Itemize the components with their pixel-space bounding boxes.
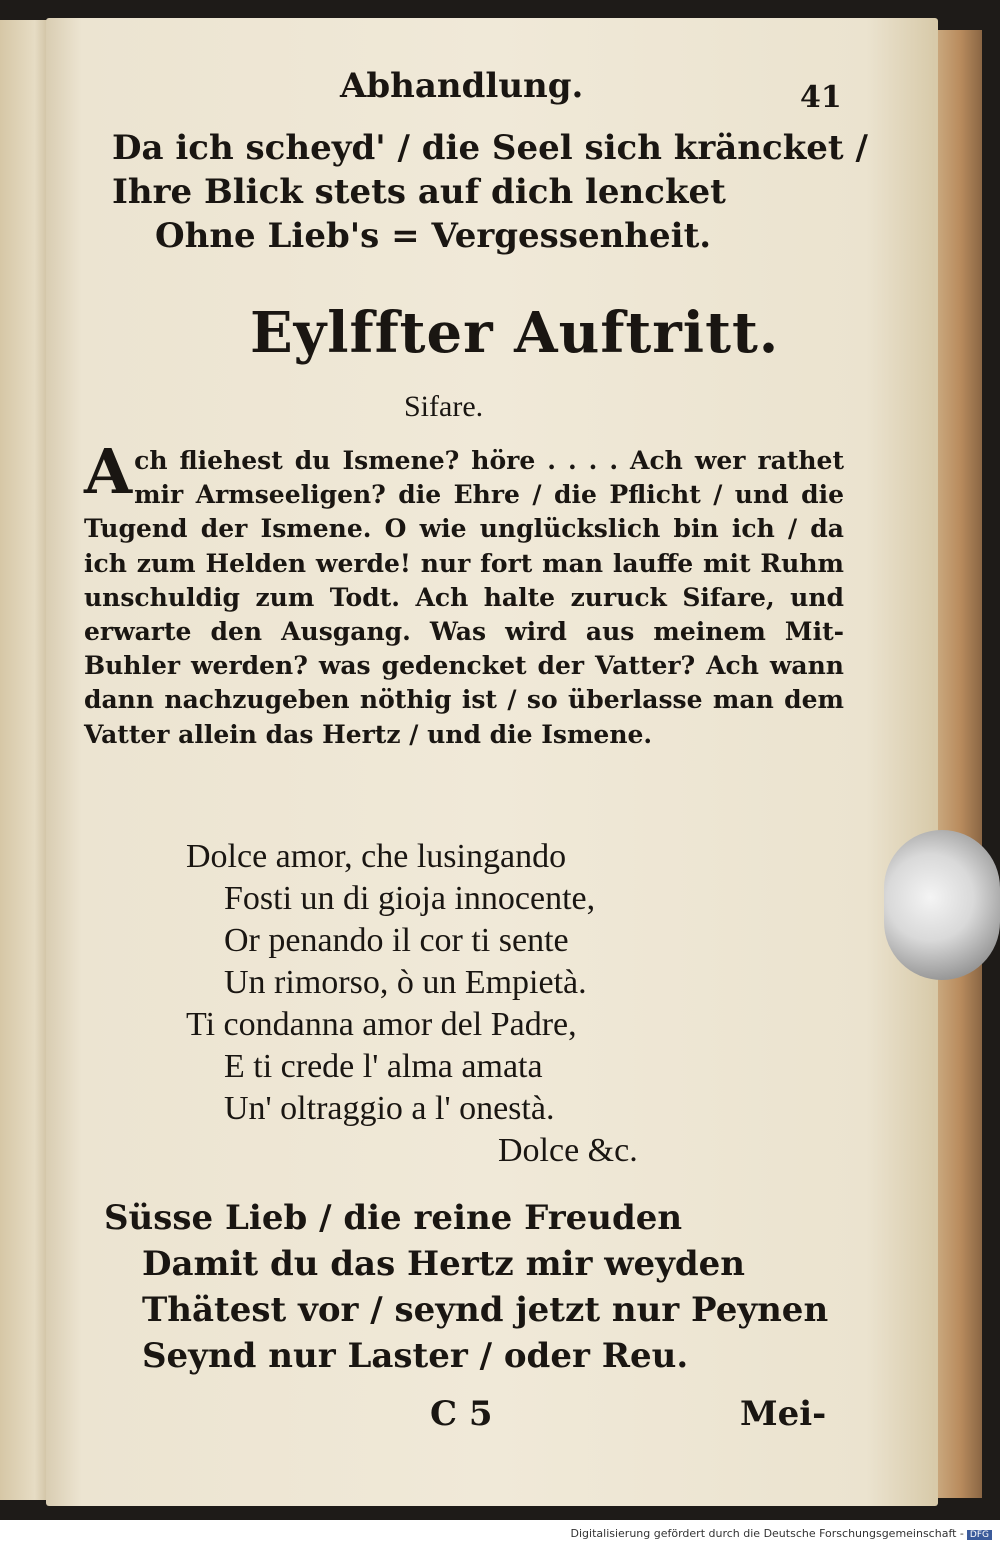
dfg-logo: DFG — [967, 1530, 992, 1540]
prose-paragraph — [84, 435, 844, 752]
page-clip — [884, 830, 1000, 980]
german-aria-line-4: Seynd nur Laster / oder Reu. — [142, 1336, 689, 1376]
italian-aria-line-5: Ti condanna amor del Padre, — [186, 1006, 577, 1043]
italian-aria-line-3: Or penando il cor ti sente — [224, 922, 569, 959]
signature-mark: C 5 — [430, 1394, 493, 1434]
top-verse-line-1: Da ich scheyd' / die Seel sich kräncket / — [112, 128, 868, 168]
running-head: Abhandlung. — [340, 66, 584, 106]
book-fore-edge — [938, 30, 982, 1498]
german-aria-line-3: Thätest vor / seynd jetzt nur Peynen — [142, 1290, 829, 1330]
italian-aria-line-1: Dolce amor, che lusingando — [186, 838, 567, 875]
digitization-footer — [571, 1527, 992, 1540]
scene-heading: Eylffter Auftritt. — [250, 300, 780, 366]
speaker-name: Sifare. — [404, 390, 484, 423]
footer-text: Digitalisierung gefördert durch die Deutsche Forschungsgemeinschaft - — [570, 1527, 964, 1540]
italian-aria-line-4: Un rimorso, ò un Empietà. — [224, 964, 587, 1001]
italian-aria-da-capo: Dolce &c. — [498, 1132, 638, 1169]
german-aria-line-2: Damit du das Hertz mir weyden — [142, 1244, 746, 1284]
italian-aria-line-2: Fosti un di gioja innocente, — [224, 880, 596, 917]
page-number: 41 — [800, 80, 842, 115]
catchword: Mei- — [740, 1394, 827, 1434]
top-verse-line-3: Ohne Lieb's = Vergessenheit. — [155, 216, 712, 256]
italian-aria-line-6: E ti crede l' alma amata — [224, 1048, 543, 1085]
italian-aria-line-7: Un' oltraggio a l' onestà. — [224, 1090, 555, 1127]
drop-cap: A — [84, 435, 133, 508]
german-aria-line-1: Süsse Lieb / die reine Freuden — [104, 1198, 683, 1238]
top-verse-line-2: Ihre Blick stets auf dich lencket — [112, 172, 726, 212]
prose-text: ch fliehest du Ismene? höre . . . . Ach wer rathet mir Armseeligen? die Ehre / die Pflicht / und die Tugend der Ismene. O wie unglückslich bin ich / da ich zum Helden werde! nur fort man lauffe mit Ruhm unschuldig zum Todt. Ach halte zuruck Sifare, und erwarte den Ausgang. Was wird aus meinem Mit-Buhler werden? was gedencket der Vatter? Ach wann dann nachzugeben nöthig ist / so überlasse man dem Vatter allein das Hertz / und die Ismene. — [84, 446, 844, 749]
